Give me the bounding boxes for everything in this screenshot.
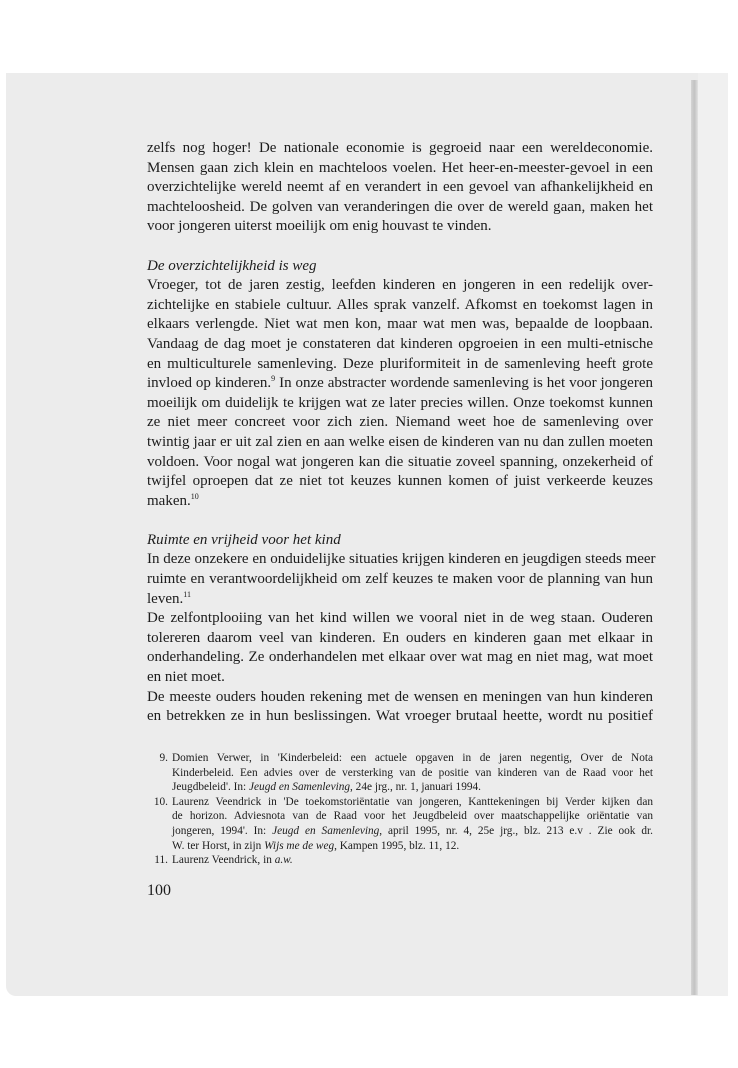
text-line: voldoen. Voor nogal wat jongeren kan die situatie zoveel spanning, onzekerheid of <box>147 453 653 470</box>
text-line: zichtelijke en stabiele cultuur. Alles sprak vanzelf. Afkomst en toekomst lagen in <box>147 296 653 313</box>
text-line: overzichtelijke wereld neemt af en verandert in een gevoel van afhankelijkheid en <box>147 179 653 196</box>
text-line <box>147 492 653 512</box>
footnote <box>147 795 653 853</box>
text-segment: In onze abstracter wordende samenleving is het voor jongeren <box>275 375 653 392</box>
text-segment: , 24e jrg., nr. 1, januari 1994. <box>350 781 481 794</box>
text-line: en betrekken ze in hun beslissingen. Wat vroeger brutaal heette, wordt nu positief <box>147 708 653 725</box>
text-segment: Wijs me de weg <box>264 839 335 852</box>
text-line <box>147 374 653 394</box>
footnote-reference: 9 <box>271 374 276 384</box>
text-line: machteloosheid. De golven van veranderingen die over de wereld gaan, maken het <box>147 198 653 215</box>
text-line: ze niet meer concreet voor zich zien. Niemand weet hoe de samenleving over <box>147 414 653 431</box>
text-line <box>172 824 653 839</box>
page-number: 100 <box>147 882 171 899</box>
text-line: In deze onzekere en onduidelijke situaties krijgen kinderen en jeugdigen steeds meer <box>147 551 656 568</box>
text-line: ruimte en verantwoordelijkheid om zelf keuzes te maken voor de planning van hun <box>147 571 653 588</box>
text-segment: maken. <box>147 492 191 509</box>
section-heading: De overzichtelijkheid is weg <box>147 257 317 274</box>
text-line <box>172 853 653 868</box>
text-line: voor jongeren uiterst moeilijk om enig houvast te vinden. <box>147 218 492 235</box>
text-line: onderhandeling. Ze onderhandelen met elkaar over wat mag en niet mag, wat moet <box>147 649 653 666</box>
text-segment: W. ter Horst, in zijn <box>172 839 265 852</box>
text-line: twintig jaar er uit zal zien en aan welke eisen de kinderen van nu dan zullen moeten <box>147 433 653 450</box>
text-segment: jongeren, 1994'. In: <box>172 824 273 837</box>
text-line: Vandaag de dag moet je constateren dat kinderen opgroeien in een multi-etnische <box>147 335 653 352</box>
blank-line <box>147 511 653 531</box>
text-line <box>172 780 653 795</box>
footnote-number: 11. <box>154 854 168 867</box>
body-text <box>147 139 656 727</box>
text-line: zelfs nog hoger! De nationale economie is gegroeid naar een wereldeconomie. <box>147 140 653 156</box>
text-segment: invloed op kinderen. <box>147 375 272 392</box>
text-line: Kinderbeleid. Een advies over de versterking van de positie van kinderen van de Raad voor het <box>172 766 653 779</box>
section-heading: Ruimte en vrijheid voor het kind <box>147 531 341 548</box>
text-segment: Jeugd en Samenleving <box>272 824 380 837</box>
footnote <box>147 751 653 795</box>
text-line: de horizon. Adviesnota van de Raad voor het Jeugdbeleid over maatschappelijke oriëntatie van <box>172 810 653 823</box>
footnote-reference: 10 <box>190 491 199 501</box>
text-line: en niet moet. <box>147 669 225 686</box>
footnote-number: 10. <box>153 795 168 808</box>
paragraph <box>147 139 653 237</box>
footnote <box>147 853 653 868</box>
paragraph <box>147 550 656 609</box>
text-segment: Laurenz Veendrick, in <box>172 854 275 867</box>
text-line: De zelfontplooiing van het kind willen we vooral niet in de weg staan. Ouderen <box>147 610 653 627</box>
blank-line <box>147 237 653 257</box>
footnote-number: 9. <box>159 752 168 764</box>
paragraph <box>147 609 653 687</box>
paragraph <box>147 276 653 511</box>
text-segment: Jeugd en Samenleving <box>249 781 351 794</box>
text-segment: , april 1995, nr. 4, 25e jrg., blz. 213 e.v . Zie ook dr. <box>379 824 653 837</box>
text-line: tolereren daarom veel van kinderen. En ouders en kinderen gaan met elkaar in <box>147 629 653 646</box>
text-segment: leven. <box>147 590 184 607</box>
text-line <box>147 590 653 610</box>
text-line <box>172 839 653 854</box>
next-page-edge <box>698 73 728 996</box>
paragraph <box>147 688 653 727</box>
page-gutter-shadow <box>691 80 698 995</box>
text-line: Vroeger, tot de jaren zestig, leefden kinderen en jongeren in een redelijk over- <box>147 277 653 294</box>
text-line: Mensen gaan zich klein en machteloos voelen. Het heer-en-meester-gevoel in een <box>147 159 653 176</box>
text-line: elkaars verlengde. Niet wat men kon, maar wat men was, bepaalde de loopbaan. <box>147 316 653 333</box>
text-line: De meeste ouders houden rekening met de wensen en meningen van hun kinderen <box>147 688 653 705</box>
footnotes <box>147 751 653 868</box>
text-line: twijfel oproepen dat ze niet tot keuzes kunnen komen of juist verkeerde keuzes <box>147 473 653 490</box>
text-line: moeilijk om duidelijk te krijgen wat ze later precies willen. Onze toekomst kunnen <box>147 394 653 411</box>
text-segment: Jeugdbeleid'. In: <box>172 781 250 794</box>
text-segment: a.w. <box>274 854 293 867</box>
text-line: en multiculturele samenleving. Deze pluriformiteit in de samenleving heeft grote <box>147 355 653 372</box>
text-segment: , Kampen 1995, blz. 11, 12. <box>334 839 460 852</box>
footnote-reference: 11 <box>183 589 191 599</box>
text-line: Laurenz Veendrick in 'De toekomstoriëntatie van jongeren, Kanttekeningen bij Verder kijken dan <box>172 795 653 808</box>
text-line: Domien Verwer, in 'Kinderbeleid: een actuele opgaven in de jaren negentig, Over de Nota <box>172 752 653 764</box>
